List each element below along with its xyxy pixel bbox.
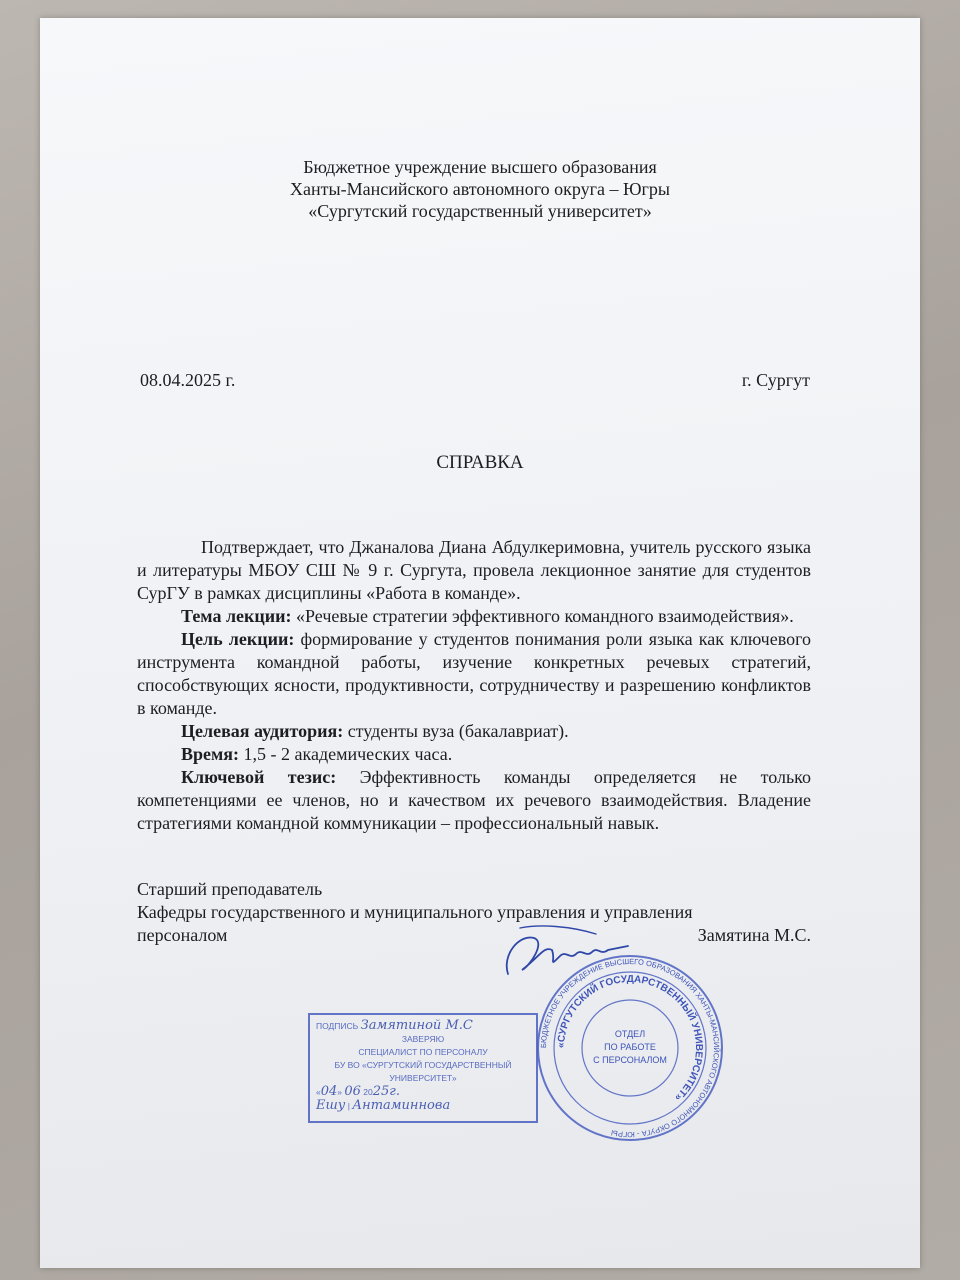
signer-position: Старший преподаватель <box>137 879 323 899</box>
certify-sign-row: Ешу | Антаминнова <box>316 1098 451 1113</box>
thesis-text: Эффективность команды определяется не только компетенциями ее членов, но и качеством их речевого взаимодействия. Владение стратегиями командной коммуникации – профессиональный навык. <box>137 767 811 833</box>
time-text: 1,5 - 2 академических часа. <box>243 744 453 764</box>
certify-date-year-prefix: 20 <box>363 1087 373 1097</box>
document-body <box>137 536 811 835</box>
document-date: 08.04.2025 г. <box>140 370 236 390</box>
seal-inner-text: «СУРГУТСКИЙ ГОСУДАРСТВЕННЫЙ УНИВЕРСИТЕТ» <box>555 973 705 1103</box>
certify-handwritten-surname: Антаминнова <box>352 1098 451 1113</box>
audience-text: студенты вуза (бакалавриат). <box>347 721 569 741</box>
certify-date-row: «04» 06 2025г. <box>316 1084 401 1099</box>
topic-paragraph <box>137 605 811 628</box>
audience-label: Целевая аудитория: <box>181 721 344 741</box>
certify-org: БУ ВО «СУРГУТСКИЙ ГОСУДАРСТВЕННЫЙ УНИВЕРСИТЕТ» <box>334 1060 512 1083</box>
certify-role: СПЕЦИАЛИСТ ПО ПЕРСОНАЛУ <box>358 1047 488 1057</box>
time-label: Время: <box>181 744 239 764</box>
signer-block <box>137 878 811 947</box>
document-title: СПРАВКА <box>436 452 524 473</box>
topic-label: Тема лекции: <box>181 606 292 626</box>
certification-stamp <box>308 1013 538 1123</box>
seal-center-line-2: ПО РАБОТЕ <box>604 1042 656 1052</box>
institution-header <box>40 156 920 222</box>
header-line-2: Ханты-Мансийского автономного округа – Югры <box>290 179 670 199</box>
thesis-label: Ключевой тезис: <box>181 767 337 787</box>
seal-center-line-1: ОТДЕЛ <box>614 1029 646 1039</box>
certify-signature-row <box>316 1019 530 1033</box>
certify-date-month: 06 <box>344 1084 361 1099</box>
certify-date-day: 04 <box>320 1084 338 1099</box>
thesis-paragraph <box>137 766 811 835</box>
audience-paragraph <box>137 720 811 743</box>
certify-handwritten-sign: Ешу <box>316 1098 346 1113</box>
signer-row <box>137 924 811 947</box>
certify-handwritten-name: Замятиной М.С <box>360 1018 473 1033</box>
intro-paragraph: Подтверждает, что Джаналова Диана Абдулкеримовна, учитель русского языка и литературы МБОУ СШ № 9 г. Сургута, провела лекционное занятие для студентов СурГУ в рамках дисциплины «Работа в команде». <box>137 537 811 603</box>
signer-department: Кафедры государственного и муниципального управления и управления <box>137 902 693 922</box>
certify-date-year-suffix: 25г. <box>372 1084 401 1099</box>
signer-name: Замятина М.С. <box>697 925 811 945</box>
certify-line: ЗАВЕРЯЮ <box>401 1034 445 1044</box>
document-city: г. Сургут <box>741 370 810 390</box>
seal-outer-text: БЮДЖЕТНОЕ УЧРЕЖДЕНИЕ ВЫСШЕГО ОБРАЗОВАНИЯ ХАНТЫ-МАНСИЙСКОГО АВТОНОМНОГО ОКРУГА - ЮГРЫ <box>538 956 722 1140</box>
document-page <box>40 18 920 1268</box>
time-paragraph <box>137 743 811 766</box>
header-line-3: «Сургутский государственный университет» <box>308 201 652 221</box>
goal-label: Цель лекции: <box>181 629 295 649</box>
goal-paragraph <box>137 628 811 720</box>
seal-center-line-3: С ПЕРСОНАЛОМ <box>593 1055 667 1065</box>
certify-signature-label: ПОДПИСЬ <box>316 1021 359 1031</box>
goal-text: формирование у студентов понимания роли языка как ключевого инструмента командной работы, изучение конкретных речевых стратегий, способствующих ясности, продуктивности, сотрудничеству и разрешению конфликтов в команде. <box>137 629 812 718</box>
header-line-1: Бюджетное учреждение высшего образования <box>303 157 657 177</box>
topic-text: «Речевые стратегии эффективного командного взаимодействия». <box>296 606 794 626</box>
round-seal-stamp <box>535 953 725 1143</box>
signer-department-end: персоналом <box>137 925 228 945</box>
